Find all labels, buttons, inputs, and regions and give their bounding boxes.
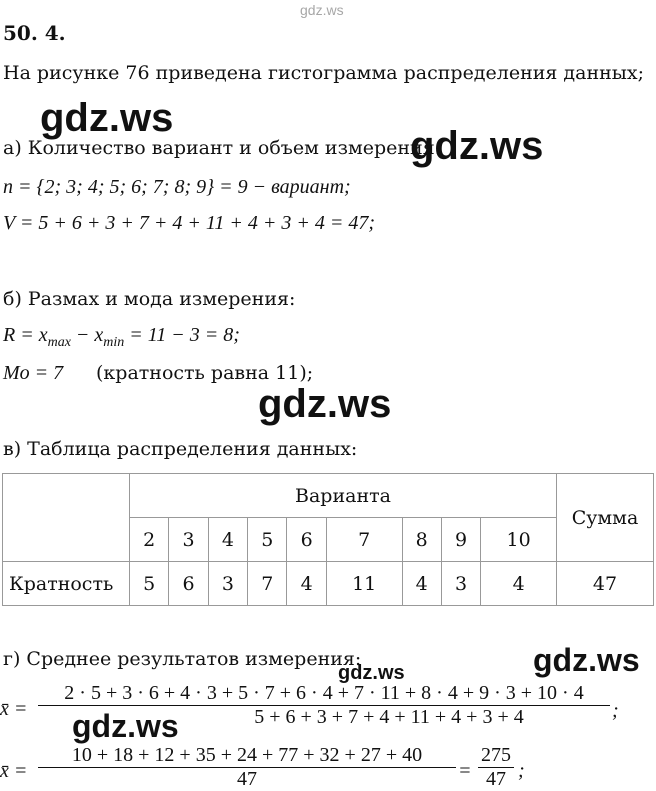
mode-formula: Mo = 7 (3, 362, 64, 384)
table-count-cell: 7 (248, 562, 287, 606)
watermark-large: gdz.ws (258, 382, 392, 426)
table-variant-cell: 5 (248, 518, 287, 562)
intro-text: На рисунке 76 приведена гистограмма распределения данных; (3, 62, 645, 84)
table-sum-header: Сумма (557, 474, 654, 562)
table-count-cell: 4 (481, 562, 557, 606)
table-sum-cell: 47 (557, 562, 654, 606)
volume-formula: V = 5 + 6 + 3 + 7 + 4 + 11 + 4 + 3 + 4 = 47; (3, 212, 375, 234)
watermark-top: gdz.ws (300, 2, 344, 18)
problem-number: 50. 4. (3, 21, 66, 45)
mean-denominator-2: 47 (237, 768, 257, 790)
table-variant-cell: 4 (208, 518, 247, 562)
range-lhs: R = x (3, 324, 48, 346)
range-sub-max: max (47, 335, 71, 350)
mean-fraction-2 (38, 744, 456, 791)
range-formula (3, 324, 240, 351)
mode-note: (кратность равна 11); (96, 362, 314, 384)
watermark-small: gdz.ws (338, 662, 405, 684)
mean-label: x̄ = (0, 698, 28, 720)
mean-numerator-1: 2 · 5 + 3 · 6 + 4 · 3 + 5 · 7 + 6 · 4 + 7 · 11 + 8 · 4 + 9 · 3 + 10 · 4 (64, 682, 584, 704)
mean-result-denominator: 47 (486, 768, 506, 790)
mean-numerator-2: 10 + 18 + 12 + 35 + 24 + 77 + 32 + 27 + 40 (71, 744, 423, 766)
table-variant-cell: 7 (326, 518, 402, 562)
watermark-medium: gdz.ws (533, 642, 640, 678)
table-count-cell: 5 (130, 562, 169, 606)
mean-fraction-1 (38, 682, 610, 729)
distribution-table (2, 473, 654, 606)
mean-label-2: x̄ = (0, 760, 28, 782)
range-sub-min: min (103, 335, 125, 350)
table-variant-cell: 8 (402, 518, 441, 562)
range-mid: − x (70, 324, 104, 346)
table-count-cell: 3 (208, 562, 247, 606)
watermark-large: gdz.ws (410, 124, 544, 168)
part-d-heading: г) Среднее результатов измерения: (3, 648, 362, 670)
table-variant-cell: 10 (481, 518, 557, 562)
table-count-cell: 6 (169, 562, 208, 606)
mean-result-fraction (478, 744, 514, 791)
mean-denominator-1: 5 + 6 + 3 + 7 + 4 + 11 + 4 + 3 + 4 (254, 706, 524, 728)
table-empty-corner (3, 474, 130, 562)
range-result: = 11 − 3 = 8; (124, 324, 240, 346)
table-variant-cell: 6 (287, 518, 326, 562)
mean-end-1: ; (612, 700, 619, 722)
table-count-cell: 4 (287, 562, 326, 606)
table-count-cell: 4 (402, 562, 441, 606)
table-count-cell: 3 (441, 562, 480, 606)
watermark-large: gdz.ws (40, 96, 174, 140)
mean-result-numerator: 275 (481, 744, 511, 766)
mean-end-2: ; (518, 760, 525, 782)
watermark-medium: gdz.ws (72, 708, 179, 744)
table-variant-cell: 9 (441, 518, 480, 562)
part-b-heading: б) Размах и мода измерения: (3, 288, 296, 310)
table-variant-header: Варианта (130, 474, 557, 518)
table-variant-cell: 2 (130, 518, 169, 562)
table-row (3, 562, 654, 606)
part-c-heading: в) Таблица распределения данных: (3, 438, 358, 460)
equals-sign: = (458, 760, 472, 782)
table-variant-cell: 3 (169, 518, 208, 562)
variants-count-formula: n = {2; 3; 4; 5; 6; 7; 8; 9} = 9 − вариант; (3, 176, 351, 198)
part-a-heading: а) Количество вариант и объем измерения: (3, 137, 442, 159)
table-count-cell: 11 (326, 562, 402, 606)
table-row-label: Кратность (3, 562, 130, 606)
